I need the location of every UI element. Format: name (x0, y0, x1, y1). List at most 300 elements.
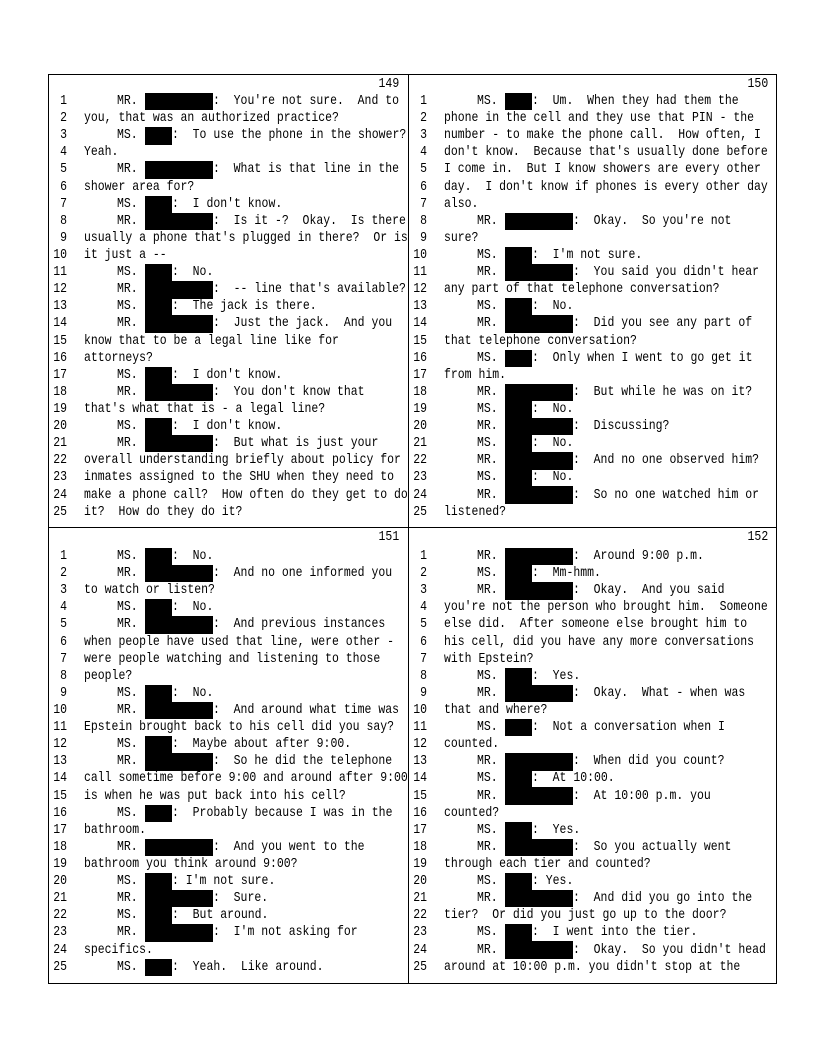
line-text: : No. (171, 684, 213, 701)
redaction-block (505, 350, 532, 367)
speaker-line (117, 384, 397, 401)
line-text: around at 10:00 p.m. you didn't stop at the (444, 958, 741, 975)
transcript-line (408, 179, 777, 196)
speaker-title: MS. (477, 719, 498, 736)
line-text: : No. (171, 599, 213, 616)
transcript-line (408, 839, 777, 856)
line-number: 12 (413, 281, 427, 298)
line-text: tier? Or did you just go up to the door? (444, 907, 727, 924)
speaker-title: MS. (117, 684, 138, 701)
line-number: 25 (53, 958, 67, 975)
line-text: : I'm not sure. (531, 246, 642, 263)
line-number: 14 (53, 315, 67, 332)
transcript-line (408, 469, 777, 486)
speaker-line (117, 873, 298, 890)
speaker-line (477, 350, 800, 367)
transcript-line (48, 350, 408, 367)
transcript-line (408, 770, 777, 787)
line-text: else did. After someone else brought him to (444, 616, 748, 633)
line-number: 22 (413, 452, 427, 469)
redaction-block (145, 599, 172, 616)
transcript-line (48, 452, 408, 469)
line-text: : What is that line in the (212, 161, 399, 178)
line-text: phone in the cell and they use that PIN - the (444, 110, 755, 127)
line-number: 16 (53, 804, 67, 821)
speaker-line (117, 805, 440, 822)
speaker-title: MR. (477, 452, 498, 469)
line-number: 4 (60, 144, 67, 161)
speaker-line (117, 599, 222, 616)
speaker-line (477, 401, 582, 418)
transcript-line (48, 127, 408, 144)
transcript-line (48, 315, 408, 332)
line-text: people? (84, 667, 133, 684)
line-text: overall understanding briefly about policy for (84, 452, 401, 469)
line-text: : And you went to the (212, 838, 365, 855)
line-text: : Is it -? Okay. Is there (212, 212, 406, 229)
transcript-line (48, 599, 408, 616)
line-number: 22 (53, 452, 67, 469)
transcript-line (48, 298, 408, 315)
line-text: that's what that is - a legal line? (84, 400, 326, 417)
line-number: 1 (420, 548, 427, 564)
speaker-title: MS. (117, 804, 138, 821)
line-text: : Just the jack. And you (212, 315, 392, 332)
speaker-title: MS. (477, 667, 498, 684)
redaction-block (505, 924, 532, 941)
line-number: 16 (413, 349, 427, 366)
line-text: : Discussing? (572, 418, 670, 435)
speaker-line (477, 452, 799, 469)
speaker-title: MS. (117, 366, 138, 383)
speaker-title: MR. (477, 212, 498, 229)
line-number: 6 (60, 633, 67, 650)
redaction-block (145, 196, 172, 213)
speaker-line (477, 487, 799, 504)
redaction-block (505, 384, 573, 401)
line-text: : I don't know. (171, 195, 282, 212)
redaction-block (145, 839, 213, 856)
line-text: : And did you go into the (572, 890, 752, 907)
line-text: you're not the person who brought him. Someone (444, 599, 768, 616)
line-text: : No. (171, 548, 213, 564)
transcript-line (48, 788, 408, 805)
line-number: 18 (413, 383, 427, 400)
line-number: 13 (53, 298, 67, 315)
speaker-title: MR. (117, 753, 138, 770)
speaker-title: MS. (117, 127, 138, 144)
redaction-block (145, 907, 172, 924)
redaction-block (505, 264, 573, 281)
transcript-line (48, 924, 408, 941)
line-text: : Yeah. Like around. (171, 958, 324, 975)
line-number: 16 (413, 804, 427, 821)
speaker-title: MR. (477, 684, 498, 701)
line-text: inmates assigned to the SHU when they need to (84, 469, 395, 486)
speaker-title: MS. (117, 298, 138, 315)
transcript-line (408, 384, 777, 401)
line-number: 18 (53, 838, 67, 855)
line-text: usually a phone that's plugged in there? Or is (84, 229, 408, 246)
speaker-title: MS. (477, 821, 498, 838)
redaction-block (505, 93, 532, 110)
transcript-line (408, 719, 777, 736)
speaker-line (117, 213, 448, 230)
line-number: 6 (60, 178, 67, 195)
transcript-line (408, 435, 777, 452)
line-number: 23 (413, 924, 427, 941)
line-number: 25 (413, 958, 427, 975)
line-number: 11 (53, 264, 67, 281)
speaker-title: MR. (117, 565, 138, 582)
redaction-block (145, 702, 213, 719)
page-lines (408, 548, 777, 976)
transcript-line (408, 418, 777, 435)
transcript-line (48, 179, 408, 196)
line-text: specifics. (84, 941, 153, 958)
transcript-line (408, 401, 777, 418)
line-text: is when he was put back into his cell? (84, 787, 346, 804)
redaction-block (145, 213, 213, 230)
speaker-line (477, 942, 808, 959)
transcript-line (408, 487, 777, 504)
speaker-line (117, 264, 222, 281)
line-text: : But what is just your (212, 435, 378, 452)
redaction-block (505, 787, 573, 804)
redaction-block (505, 247, 532, 264)
speaker-title: MS. (117, 907, 138, 924)
speaker-line (117, 93, 439, 110)
transcript-line (408, 582, 777, 599)
transcript-line (48, 110, 408, 127)
transcript-line (408, 616, 777, 633)
line-number: 11 (413, 264, 427, 281)
transcript-line (408, 452, 777, 469)
line-number: 3 (60, 582, 67, 599)
speaker-title: MR. (117, 93, 138, 109)
speaker-line (117, 548, 222, 565)
line-number: 13 (413, 298, 427, 315)
transcript-line (408, 333, 777, 350)
transcript-line (48, 264, 408, 281)
line-number: 20 (413, 418, 427, 435)
redaction-block (505, 770, 532, 787)
line-number: 12 (413, 736, 427, 753)
transcript-line (48, 822, 408, 839)
speaker-title: MS. (477, 349, 498, 366)
transcript-line (48, 367, 408, 384)
transcript-line (48, 805, 408, 822)
speaker-title: MR. (117, 838, 138, 855)
speaker-line (477, 890, 791, 907)
speaker-line (477, 469, 582, 486)
transcript-line (48, 281, 408, 298)
transcript-line (408, 856, 777, 873)
line-text: you, that was an authorized practice? (84, 110, 339, 127)
redaction-block (145, 548, 172, 565)
line-text: : I don't know. (171, 366, 282, 383)
line-text: from him. (444, 366, 507, 383)
speaker-line (477, 247, 666, 264)
line-text: : Yes. (531, 873, 573, 890)
redaction-block (505, 839, 573, 856)
redaction-block (505, 668, 532, 685)
transcript-line (408, 788, 777, 805)
line-number: 1 (60, 93, 67, 109)
line-text: it just a -- (84, 246, 167, 263)
line-number: 24 (53, 941, 67, 958)
line-text: : Only when I went to go get it (531, 349, 753, 366)
speaker-title: MR. (117, 281, 138, 298)
line-number: 5 (60, 616, 67, 633)
redaction-block (145, 685, 172, 702)
speaker-title: MS. (477, 298, 498, 315)
speaker-line (117, 196, 306, 213)
line-text: : Okay. What - when was (572, 684, 745, 701)
speaker-title: MS. (477, 469, 498, 486)
speaker-line (477, 873, 582, 890)
line-text: : And previous instances (212, 616, 385, 633)
line-text: day. I don't know if phones is every other day (444, 178, 768, 195)
speaker-line (477, 822, 590, 839)
line-text: : Maybe about after 9:00. (171, 736, 351, 753)
speaker-title: MS. (117, 599, 138, 616)
transcript-line (48, 736, 408, 753)
speaker-title: MS. (117, 736, 138, 753)
line-text: : So you actually went (572, 838, 732, 855)
speaker-line (477, 548, 732, 565)
redaction-block (505, 822, 532, 839)
line-text: : Not a conversation when I (531, 719, 725, 736)
transcript-line (408, 942, 777, 959)
redaction-block (145, 93, 213, 110)
line-text: through each tier and counted? (444, 855, 651, 872)
line-number: 19 (53, 400, 67, 417)
speaker-line (477, 668, 590, 685)
line-number: 19 (413, 400, 427, 417)
line-number: 7 (420, 650, 427, 667)
speaker-title: MR. (477, 383, 498, 400)
speaker-line (117, 367, 306, 384)
redaction-block (505, 685, 573, 702)
speaker-title: MR. (477, 787, 498, 804)
line-number: 18 (413, 838, 427, 855)
speaker-title: MS. (117, 195, 138, 212)
speaker-line (477, 213, 766, 230)
line-number: 16 (53, 349, 67, 366)
line-text: : But while he was on it? (572, 383, 752, 400)
line-number: 21 (53, 435, 67, 452)
transcript-line (408, 565, 777, 582)
line-text: know that to be a legal line like for (84, 332, 339, 349)
page-number: 150 (747, 76, 768, 92)
transcript-line (48, 565, 408, 582)
page-number: 151 (378, 529, 399, 545)
speaker-line (477, 719, 767, 736)
line-number: 5 (60, 161, 67, 178)
line-text: : Okay. And you said (572, 582, 725, 599)
line-text: bathroom. (84, 821, 147, 838)
redaction-block (145, 616, 213, 633)
transcript-line (48, 616, 408, 633)
line-number: 17 (53, 821, 67, 838)
line-number: 23 (53, 469, 67, 486)
line-text: : Okay. So you didn't head (572, 941, 766, 958)
redaction-block (145, 805, 172, 822)
speaker-title: MR. (117, 383, 138, 400)
line-text: : The jack is there. (171, 298, 317, 315)
speaker-line (117, 315, 431, 332)
transcript-line (48, 668, 408, 685)
line-number: 8 (420, 667, 427, 684)
line-number: 24 (413, 941, 427, 958)
line-number: 23 (413, 469, 427, 486)
line-number: 14 (413, 770, 427, 787)
line-text: that telephone conversation? (444, 332, 637, 349)
speaker-title: MR. (477, 548, 498, 564)
transcript-line (48, 418, 408, 435)
redaction-block (505, 548, 573, 565)
speaker-title: MR. (477, 753, 498, 770)
transcript-line (408, 196, 777, 213)
transcript-line (408, 213, 777, 230)
line-number: 3 (60, 127, 67, 144)
redaction-block (145, 924, 213, 941)
transcript-line (48, 384, 408, 401)
transcript-line (408, 350, 777, 367)
page-lines (408, 93, 777, 521)
page-lines (48, 93, 408, 521)
speaker-title: MS. (117, 418, 138, 435)
speaker-title: MR. (477, 486, 498, 503)
transcript-line (48, 487, 408, 504)
speaker-title: MS. (477, 400, 498, 417)
line-text: shower area for? (84, 178, 195, 195)
line-number: 10 (413, 246, 427, 263)
page-number: 149 (378, 76, 399, 92)
speaker-title: MS. (477, 435, 498, 452)
line-number: 10 (53, 701, 67, 718)
line-text: were people watching and listening to those (84, 650, 381, 667)
transcript-line (408, 315, 777, 332)
transcript-page (408, 74, 777, 528)
speaker-line (477, 315, 791, 332)
line-text: any part of that telephone conversation? (444, 281, 720, 298)
redaction-block (505, 435, 532, 452)
line-number: 6 (420, 633, 427, 650)
line-text: sure? (444, 229, 479, 246)
line-text: that and where? (444, 701, 548, 718)
line-number: 7 (420, 195, 427, 212)
line-number: 3 (420, 582, 427, 599)
line-number: 9 (60, 684, 67, 701)
line-text: with Epstein? (444, 650, 534, 667)
transcript-line (48, 856, 408, 873)
transcript-line (408, 702, 777, 719)
line-number: 5 (420, 616, 427, 633)
speaker-line (117, 281, 448, 298)
redaction-block (145, 161, 213, 178)
speaker-title: MS. (477, 565, 498, 582)
line-number: 14 (413, 315, 427, 332)
transcript-line (408, 924, 777, 941)
line-text: make a phone call? How often do they get to do (84, 486, 408, 503)
line-text: : But around. (171, 907, 269, 924)
redaction-block (145, 127, 172, 144)
line-number: 15 (413, 787, 427, 804)
transcript-line (408, 805, 777, 822)
speaker-title: MR. (477, 838, 498, 855)
speaker-title: MR. (477, 582, 498, 599)
speaker-title: MS. (477, 924, 498, 941)
line-number: 9 (420, 229, 427, 246)
line-text: also. (444, 195, 479, 212)
line-number: 9 (420, 684, 427, 701)
line-text: : No. (531, 435, 573, 452)
speaker-title: MS. (117, 548, 138, 564)
redaction-block (505, 315, 573, 332)
speaker-line (117, 753, 431, 770)
line-number: 21 (53, 890, 67, 907)
line-text: : I went into the tier. (531, 924, 697, 941)
line-number: 19 (413, 855, 427, 872)
transcript-line (408, 367, 777, 384)
line-number: 7 (60, 650, 67, 667)
transcript-line (408, 907, 777, 924)
line-number: 8 (60, 212, 67, 229)
line-text: : No. (171, 264, 213, 281)
speaker-title: MR. (117, 315, 138, 332)
transcript-line (48, 685, 408, 702)
redaction-block (505, 753, 573, 770)
speaker-line (477, 770, 632, 787)
line-number: 4 (420, 144, 427, 161)
line-text: : When did you count? (572, 753, 725, 770)
line-number: 13 (413, 753, 427, 770)
transcript-line (408, 504, 777, 521)
speaker-line (477, 788, 741, 805)
transcript-line (48, 213, 408, 230)
line-text: : Yes. (531, 667, 580, 684)
line-text: : You're not sure. And to (212, 93, 399, 109)
speaker-title: MS. (477, 246, 498, 263)
line-number: 20 (53, 873, 67, 890)
redaction-block (505, 486, 573, 503)
transcript-line (48, 504, 408, 521)
transcript-line (48, 161, 408, 178)
line-number: 6 (420, 178, 427, 195)
line-number: 22 (413, 907, 427, 924)
redaction-block (505, 941, 573, 958)
speaker-line (477, 924, 733, 941)
line-text: : Around 9:00 p.m. (572, 548, 704, 564)
transcript-line (48, 469, 408, 486)
line-text: : Did you see any part of (572, 315, 752, 332)
speaker-line (117, 702, 439, 719)
line-text: : At 10:00. (531, 770, 615, 787)
speaker-title: MR. (477, 418, 498, 435)
redaction-block (505, 873, 532, 890)
speaker-title: MR. (117, 701, 138, 718)
transcript-line (408, 93, 777, 110)
line-text: : Sure. (212, 890, 268, 907)
line-text: counted? (444, 804, 500, 821)
line-text: : You said you didn't hear (572, 264, 759, 281)
redaction-block (145, 959, 172, 976)
redaction-block (145, 367, 172, 384)
line-text: : I'm not sure. (171, 873, 275, 890)
redaction-block (505, 582, 573, 599)
